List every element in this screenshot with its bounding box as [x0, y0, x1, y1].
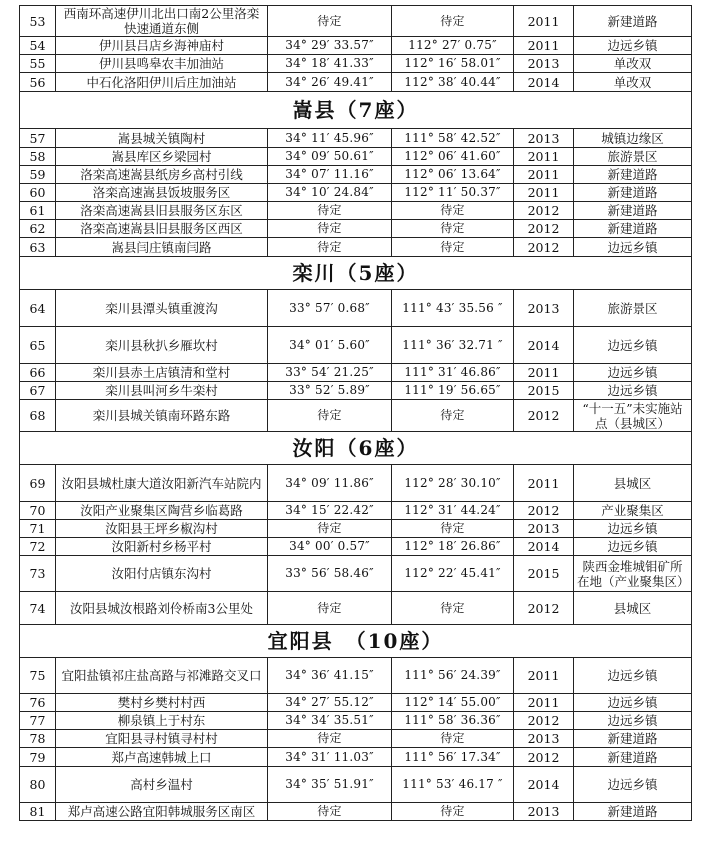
- section-title: 嵩县（7座）: [20, 92, 692, 129]
- cell-category: 单改双: [574, 73, 692, 92]
- table-row: [20, 658, 692, 694]
- cell-number: 57: [20, 129, 56, 148]
- cell-location: 郑卢高速韩城上口: [56, 748, 268, 767]
- cell-number: 55: [20, 55, 56, 73]
- cell-location: 汝阳新村乡杨平村: [56, 538, 268, 556]
- cell-year: 2013: [514, 520, 574, 538]
- cell-category: “十一五”未实施站点（县城区）: [574, 400, 692, 432]
- cell-location: 伊川县鸣皋农丰加油站: [56, 55, 268, 73]
- cell-location: 汝阳县城杜康大道汝阳新汽车站院内: [56, 465, 268, 502]
- cell-year: 2012: [514, 202, 574, 220]
- cell-coordinate-2: 112° 16′ 58.01″: [392, 55, 514, 73]
- cell-category: 新建道路: [574, 730, 692, 748]
- cell-coordinate-2: 待定: [392, 592, 514, 625]
- cell-coordinate-1: 待定: [268, 6, 392, 37]
- cell-coordinate-1: 34° 31′ 11.03″: [268, 748, 392, 767]
- cell-coordinate-2: 112° 27′ 0.75″: [392, 37, 514, 55]
- cell-number: 68: [20, 400, 56, 432]
- section-header-row: [20, 92, 692, 129]
- cell-location: 柳泉镇上于村东: [56, 712, 268, 730]
- cell-number: 80: [20, 767, 56, 803]
- cell-coordinate-1: 34° 29′ 33.57″: [268, 37, 392, 55]
- cell-coordinate-1: 34° 26′ 49.41″: [268, 73, 392, 92]
- cell-coordinate-2: 待定: [392, 220, 514, 238]
- cell-coordinate-2: 待定: [392, 520, 514, 538]
- cell-location: 汝阳产业聚集区陶营乡临葛路: [56, 502, 268, 520]
- cell-coordinate-2: 112° 18′ 26.86″: [392, 538, 514, 556]
- cell-category: 新建道路: [574, 184, 692, 202]
- cell-coordinate-2: 112° 11′ 50.37″: [392, 184, 514, 202]
- cell-coordinate-2: 112° 38′ 40.44″: [392, 73, 514, 92]
- cell-coordinate-1: 待定: [268, 803, 392, 821]
- cell-category: 旅游景区: [574, 290, 692, 327]
- cell-coordinate-1: 34° 09′ 11.86″: [268, 465, 392, 502]
- cell-location: 嵩县城关镇陶村: [56, 129, 268, 148]
- cell-category: 边远乡镇: [574, 538, 692, 556]
- table-row: [20, 202, 692, 220]
- cell-year: 2011: [514, 166, 574, 184]
- section-header-row: [20, 257, 692, 290]
- cell-coordinate-1: 33° 52′ 5.89″: [268, 382, 392, 400]
- cell-year: 2011: [514, 658, 574, 694]
- cell-coordinate-2: 111° 53′ 46.17 ″: [392, 767, 514, 803]
- cell-category: 县城区: [574, 465, 692, 502]
- cell-number: 78: [20, 730, 56, 748]
- cell-category: 县城区: [574, 592, 692, 625]
- cell-year: 2013: [514, 803, 574, 821]
- cell-coordinate-1: 待定: [268, 202, 392, 220]
- table-row: [20, 592, 692, 625]
- table-row: [20, 382, 692, 400]
- cell-number: 77: [20, 712, 56, 730]
- cell-category: 新建道路: [574, 202, 692, 220]
- cell-location: 洛栾高速嵩县纸房乡高村引线: [56, 166, 268, 184]
- cell-year: 2013: [514, 290, 574, 327]
- table-row: [20, 290, 692, 327]
- cell-year: 2012: [514, 502, 574, 520]
- cell-year: 2011: [514, 37, 574, 55]
- cell-year: 2012: [514, 712, 574, 730]
- cell-category: 边远乡镇: [574, 327, 692, 364]
- table-row: [20, 184, 692, 202]
- cell-coordinate-1: 34° 07′ 11.16″: [268, 166, 392, 184]
- cell-number: 81: [20, 803, 56, 821]
- table-row: [20, 556, 692, 592]
- cell-number: 72: [20, 538, 56, 556]
- station-table-page: [19, 5, 691, 821]
- cell-coordinate-2: 112° 28′ 30.10″: [392, 465, 514, 502]
- cell-location: 嵩县库区乡梁园村: [56, 148, 268, 166]
- cell-year: 2014: [514, 73, 574, 92]
- cell-year: 2013: [514, 730, 574, 748]
- cell-number: 76: [20, 694, 56, 712]
- cell-coordinate-2: 待定: [392, 730, 514, 748]
- cell-location: 宜阳县寻村镇寻村村: [56, 730, 268, 748]
- cell-coordinate-1: 34° 35′ 51.91″: [268, 767, 392, 803]
- cell-coordinate-2: 112° 06′ 41.60″: [392, 148, 514, 166]
- cell-category: 新建道路: [574, 220, 692, 238]
- section-header-row: [20, 625, 692, 658]
- cell-year: 2012: [514, 238, 574, 257]
- cell-coordinate-1: 34° 34′ 35.51″: [268, 712, 392, 730]
- cell-coordinate-1: 33° 54′ 21.25″: [268, 364, 392, 382]
- cell-coordinate-1: 34° 36′ 41.15″: [268, 658, 392, 694]
- table-row: [20, 166, 692, 184]
- cell-coordinate-1: 34° 09′ 50.61″: [268, 148, 392, 166]
- cell-coordinate-2: 待定: [392, 202, 514, 220]
- table-row: [20, 520, 692, 538]
- cell-number: 56: [20, 73, 56, 92]
- cell-category: 边远乡镇: [574, 767, 692, 803]
- cell-year: 2013: [514, 129, 574, 148]
- cell-year: 2014: [514, 327, 574, 364]
- cell-category: 边远乡镇: [574, 382, 692, 400]
- cell-coordinate-2: 111° 36′ 32.71 ″: [392, 327, 514, 364]
- cell-number: 71: [20, 520, 56, 538]
- cell-coordinate-2: 112° 06′ 13.64″: [392, 166, 514, 184]
- cell-number: 66: [20, 364, 56, 382]
- cell-year: 2012: [514, 220, 574, 238]
- cell-year: 2011: [514, 184, 574, 202]
- table-row: [20, 327, 692, 364]
- cell-coordinate-2: 111° 19′ 56.65″: [392, 382, 514, 400]
- cell-coordinate-1: 34° 01′ 5.60″: [268, 327, 392, 364]
- cell-location: 栾川县赤土店镇清和堂村: [56, 364, 268, 382]
- cell-category: 城镇边缘区: [574, 129, 692, 148]
- cell-coordinate-1: 34° 27′ 55.12″: [268, 694, 392, 712]
- cell-category: 边远乡镇: [574, 520, 692, 538]
- cell-coordinate-2: 111° 58′ 42.52″: [392, 129, 514, 148]
- station-table: [19, 5, 692, 821]
- cell-year: 2014: [514, 538, 574, 556]
- cell-year: 2011: [514, 465, 574, 502]
- cell-location: 栾川县城关镇南环路东路: [56, 400, 268, 432]
- cell-coordinate-1: 待定: [268, 220, 392, 238]
- cell-year: 2012: [514, 400, 574, 432]
- table-row: [20, 37, 692, 55]
- cell-year: 2015: [514, 382, 574, 400]
- cell-year: 2012: [514, 592, 574, 625]
- cell-category: 边远乡镇: [574, 37, 692, 55]
- cell-number: 61: [20, 202, 56, 220]
- cell-location: 樊村乡樊村村西: [56, 694, 268, 712]
- cell-coordinate-1: 待定: [268, 592, 392, 625]
- section-title: 宜阳县 （10座）: [20, 625, 692, 658]
- cell-year: 2011: [514, 364, 574, 382]
- cell-coordinate-1: 34° 15′ 22.42″: [268, 502, 392, 520]
- cell-category: 边远乡镇: [574, 364, 692, 382]
- cell-year: 2011: [514, 694, 574, 712]
- cell-coordinate-2: 111° 43′ 35.56 ″: [392, 290, 514, 327]
- cell-number: 60: [20, 184, 56, 202]
- table-row: [20, 538, 692, 556]
- cell-category: 边远乡镇: [574, 712, 692, 730]
- cell-location: 洛栾高速嵩县饭坡服务区: [56, 184, 268, 202]
- cell-category: 边远乡镇: [574, 658, 692, 694]
- cell-coordinate-2: 待定: [392, 238, 514, 257]
- table-row: [20, 465, 692, 502]
- cell-number: 74: [20, 592, 56, 625]
- cell-coordinate-1: 待定: [268, 400, 392, 432]
- cell-number: 64: [20, 290, 56, 327]
- table-row: [20, 502, 692, 520]
- cell-coordinate-2: 112° 14′ 55.00″: [392, 694, 514, 712]
- cell-number: 59: [20, 166, 56, 184]
- cell-location: 栾川县潭头镇重渡沟: [56, 290, 268, 327]
- cell-year: 2013: [514, 55, 574, 73]
- cell-number: 63: [20, 238, 56, 257]
- cell-category: 新建道路: [574, 6, 692, 37]
- cell-year: 2011: [514, 148, 574, 166]
- cell-number: 62: [20, 220, 56, 238]
- cell-coordinate-1: 待定: [268, 238, 392, 257]
- cell-coordinate-2: 待定: [392, 803, 514, 821]
- table-row: [20, 129, 692, 148]
- cell-year: 2011: [514, 6, 574, 37]
- cell-location: 中石化洛阳伊川后庄加油站: [56, 73, 268, 92]
- cell-coordinate-2: 111° 58′ 36.36″: [392, 712, 514, 730]
- table-row: [20, 712, 692, 730]
- table-row: [20, 220, 692, 238]
- table-row: [20, 55, 692, 73]
- cell-coordinate-1: 33° 57′ 0.68″: [268, 290, 392, 327]
- table-row: [20, 73, 692, 92]
- cell-location: 宜阳盐镇祁庄盐高路与祁滩路交叉口: [56, 658, 268, 694]
- table-row: [20, 238, 692, 257]
- cell-coordinate-1: 34° 10′ 24.84″: [268, 184, 392, 202]
- cell-category: 旅游景区: [574, 148, 692, 166]
- cell-number: 75: [20, 658, 56, 694]
- cell-number: 65: [20, 327, 56, 364]
- cell-year: 2012: [514, 748, 574, 767]
- table-row: [20, 6, 692, 37]
- cell-location: 栾川县秋扒乡雁坎村: [56, 327, 268, 364]
- cell-category: 边远乡镇: [574, 694, 692, 712]
- cell-location: 栾川县叫河乡牛栾村: [56, 382, 268, 400]
- table-row: [20, 803, 692, 821]
- cell-coordinate-1: 待定: [268, 730, 392, 748]
- table-row: [20, 400, 692, 432]
- table-row: [20, 694, 692, 712]
- cell-location: 嵩县闫庄镇南闫路: [56, 238, 268, 257]
- cell-coordinate-2: 待定: [392, 6, 514, 37]
- cell-category: 新建道路: [574, 166, 692, 184]
- table-row: [20, 148, 692, 166]
- section-title: 栾川（5座）: [20, 257, 692, 290]
- cell-coordinate-1: 34° 11′ 45.96″: [268, 129, 392, 148]
- cell-location: 洛栾高速嵩县旧县服务区东区: [56, 202, 268, 220]
- cell-coordinate-2: 待定: [392, 400, 514, 432]
- cell-coordinate-2: 111° 31′ 46.86″: [392, 364, 514, 382]
- cell-coordinate-2: 112° 22′ 45.41″: [392, 556, 514, 592]
- cell-location: 郑卢高速公路宜阳韩城服务区南区: [56, 803, 268, 821]
- cell-coordinate-1: 33° 56′ 58.46″: [268, 556, 392, 592]
- cell-category: 单改双: [574, 55, 692, 73]
- cell-location: 高村乡温村: [56, 767, 268, 803]
- cell-number: 58: [20, 148, 56, 166]
- cell-coordinate-1: 待定: [268, 520, 392, 538]
- cell-year: 2015: [514, 556, 574, 592]
- cell-number: 54: [20, 37, 56, 55]
- cell-coordinate-1: 34° 00′ 0.57″: [268, 538, 392, 556]
- cell-location: 汝阳付店镇东沟村: [56, 556, 268, 592]
- table-row: [20, 364, 692, 382]
- cell-number: 69: [20, 465, 56, 502]
- cell-category: 新建道路: [574, 748, 692, 767]
- cell-location: 伊川县吕店乡海神庙村: [56, 37, 268, 55]
- cell-coordinate-1: 34° 18′ 41.33″: [268, 55, 392, 73]
- cell-location: 西南环高速伊川北出口南2公里洛栾快速通道东侧: [56, 6, 268, 37]
- cell-coordinate-2: 111° 56′ 17.34″: [392, 748, 514, 767]
- cell-location: 汝阳县城汝根路刘伶桥南3公里处: [56, 592, 268, 625]
- cell-number: 79: [20, 748, 56, 767]
- cell-category: 边远乡镇: [574, 238, 692, 257]
- cell-location: 汝阳县王坪乡椒沟村: [56, 520, 268, 538]
- cell-number: 67: [20, 382, 56, 400]
- cell-number: 70: [20, 502, 56, 520]
- cell-number: 73: [20, 556, 56, 592]
- cell-coordinate-2: 111° 56′ 24.39″: [392, 658, 514, 694]
- table-row: [20, 730, 692, 748]
- cell-category: 陕西金堆城钼矿所在地（产业聚集区）: [574, 556, 692, 592]
- table-row: [20, 767, 692, 803]
- cell-location: 洛栾高速嵩县旧县服务区西区: [56, 220, 268, 238]
- section-title: 汝阳（6座）: [20, 432, 692, 465]
- cell-number: 53: [20, 6, 56, 37]
- cell-category: 产业聚集区: [574, 502, 692, 520]
- section-header-row: [20, 432, 692, 465]
- cell-coordinate-2: 112° 31′ 44.24″: [392, 502, 514, 520]
- table-row: [20, 748, 692, 767]
- cell-category: 新建道路: [574, 803, 692, 821]
- cell-year: 2014: [514, 767, 574, 803]
